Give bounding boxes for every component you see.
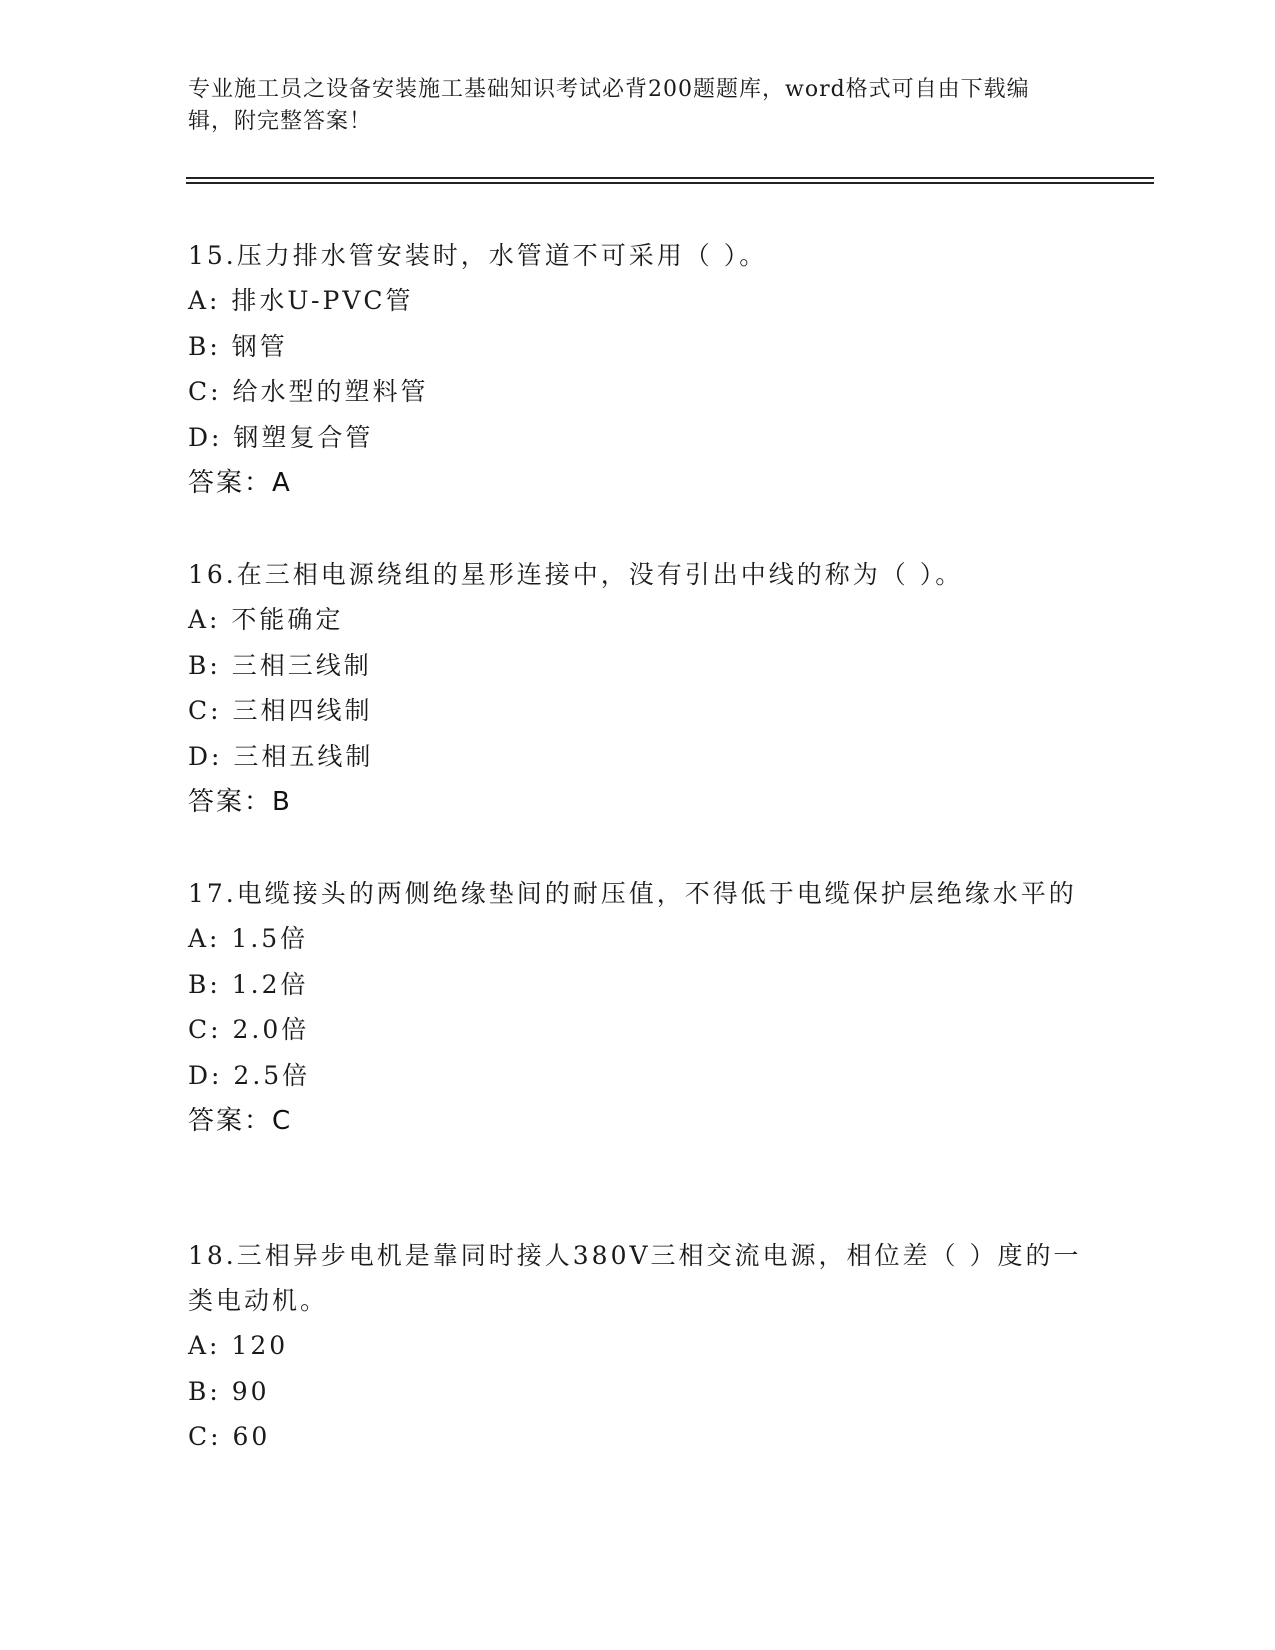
answer-line: 答案：B <box>188 787 292 817</box>
option-a: A: 1.5倍 <box>188 924 309 953</box>
option-c: C: 60 <box>188 1422 271 1451</box>
option-c: C: 三相四线制 <box>188 696 373 725</box>
option-b: B: 三相三线制 <box>188 650 372 680</box>
header-title: 专业施工员之设备安装施工基础知识考试必背200题题库，word格式可自由下载编辑，附完整答案！ <box>188 77 1030 134</box>
question-stem: 15.压力排水管安装时，水管道不可采用（ ）。 <box>188 241 768 270</box>
option-a: A: 排水U-PVC管 <box>188 286 414 315</box>
option-b: B: 1.2倍 <box>188 969 309 999</box>
question-stem: 16.在三相电源绕组的星形连接中，没有引出中线的称为（ ）。 <box>188 560 964 589</box>
answer-line: 答案：A <box>188 468 292 498</box>
option-d: D: 钢塑复合管 <box>188 422 374 452</box>
header-divider-bottom <box>186 182 1154 184</box>
document-header <box>188 74 1068 138</box>
option-c: C: 2.0倍 <box>188 1015 310 1044</box>
question-stem: 18.三相异步电机是靠同时接人380V三相交流电源，相位差（ ）度的一类电动机。 <box>188 1241 1082 1315</box>
option-b: B: 钢管 <box>188 331 288 361</box>
option-c: C: 给水型的塑料管 <box>188 377 429 406</box>
option-d: D: 三相五线制 <box>188 741 374 771</box>
question-18 <box>188 1233 1088 1460</box>
option-a: A: 不能确定 <box>188 605 344 634</box>
answer-line: 答案：C <box>188 1106 293 1136</box>
question-16 <box>188 552 1088 825</box>
question-stem: 17.电缆接头的两侧绝缘垫间的耐压值，不得低于电缆保护层绝缘水平的 <box>188 879 1077 908</box>
option-d: D: 2.5倍 <box>188 1060 311 1090</box>
option-b: B: 90 <box>188 1376 270 1406</box>
question-15 <box>188 233 1088 506</box>
question-17 <box>188 871 1088 1144</box>
option-a: A: 120 <box>188 1331 289 1360</box>
header-divider-top <box>186 177 1154 179</box>
